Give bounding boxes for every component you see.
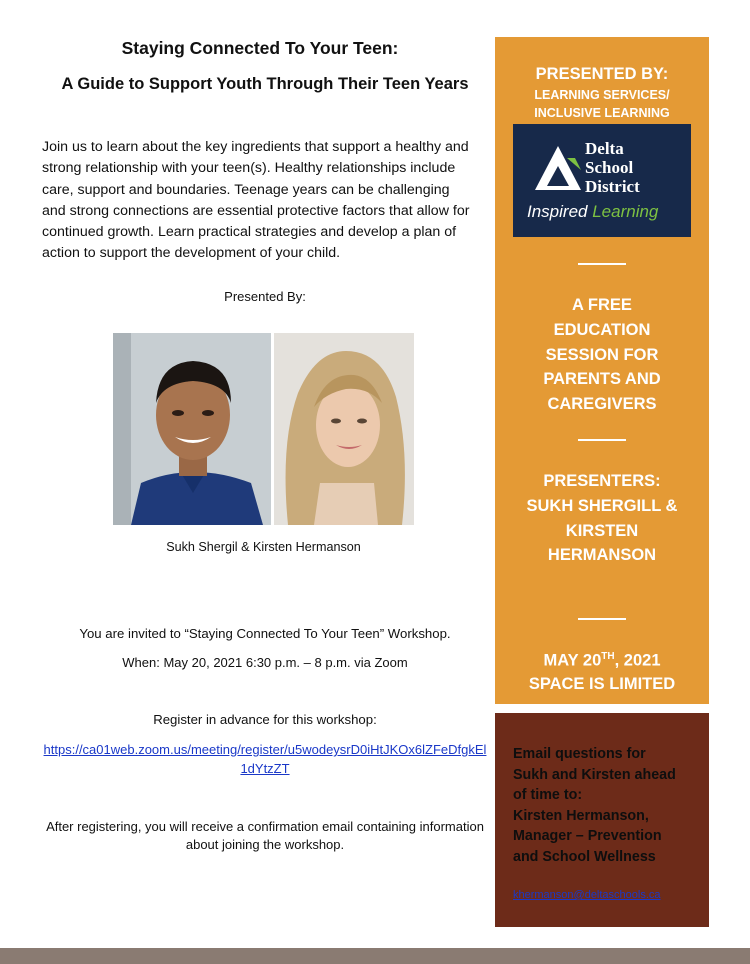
contact-line: Manager – Prevention [513,828,662,845]
contact-line: Kirsten Hermanson, [513,807,649,824]
logo-word-district: District [585,177,640,196]
register-heading: Register in advance for this workshop: [153,712,377,727]
intro-paragraph: Join us to learn about the key ingredients that support a healthy and strong relationship with your teen(s). Healthy relationships include care, support and boundaries. Teenage years can be challenging and strong connections are essential protective factors that allow for continued growth. Learn practical strategies and develop a plan of action to support the development of your child. [42,139,470,262]
contact-line: of time to: [513,787,583,804]
free-line: EDUCATION [553,320,651,339]
bottom-band [0,948,750,964]
photos-caption: Sukh Shergil & Kirsten Hermanson [166,540,361,554]
after-registering-text: After registering, you will receive a confirmation email containing information about joining the workshop. [46,819,484,852]
free-line: PARENTS AND [543,370,661,389]
contact-email-link[interactable]: khermanson@deltaschools.ca [513,889,661,901]
sidebar-dept-line1: LEARNING SERVICES/ [534,88,670,102]
divider-rule [578,439,626,441]
presenter-photos [113,333,414,525]
presenters-line: HERMANSON [547,546,657,565]
free-line: CAREGIVERS [547,395,657,414]
free-line: SESSION FOR [545,345,659,364]
presenters-text [495,469,709,568]
sidebar-dept-line2: INCLUSIVE LEARNING [534,106,670,120]
man-portrait-illustration [113,333,271,525]
event-date [495,651,709,671]
date-year: , 2021 [614,651,661,670]
divider-rule [578,618,626,620]
register-link[interactable]: https://ca01web.zoom.us/meeting/register/u5wodeysrD0iHtJKOx6lZFeDfgkEl1dYtzZT [43,742,487,776]
sidebar-presented-by: PRESENTED BY: [535,65,669,83]
date-sup: TH [601,651,615,662]
contact-text [513,744,705,868]
flyer-title: Staying Connected To Your Teen: [121,38,399,58]
delta-triangle-icon [533,144,583,192]
photo-sukh-shergil [113,333,271,525]
delta-school-district-logo [513,124,691,237]
logo-word-school: School [585,158,634,177]
contact-line: Sukh and Kirsten ahead [513,766,676,783]
free-line: A FREE [572,296,632,314]
presenters-line: PRESENTERS: [543,472,661,490]
invite-text: You are invited to “Staying Connected To Your Teen” Workshop. [79,626,451,641]
event-when: When: May 20, 2021 6:30 p.m. – 8 p.m. via Zoom [122,655,408,670]
logo-tagline-learning: Learning [592,202,659,221]
presented-by-label: Presented By: [224,289,306,304]
divider-rule [578,263,626,265]
woman-portrait-illustration [274,333,414,525]
presenters-line: KIRSTEN [565,521,639,540]
logo-word-delta: Delta [585,139,624,158]
space-limited: SPACE IS LIMITED [528,675,676,693]
flyer-subtitle: A Guide to Support Youth Through Their Teen Years [61,75,469,93]
contact-line: and School Wellness [513,848,656,865]
logo-tagline [527,202,658,222]
contact-line: Email questions for [513,746,646,762]
photo-kirsten-hermanson [274,333,414,525]
free-session-text [495,293,709,417]
date-main: MAY 20 [543,651,602,670]
orange-sidebar [495,37,709,704]
presenters-line: SUKH SHERGILL & [526,496,678,515]
contact-box [495,713,709,927]
logo-tagline-inspired: Inspired [527,202,588,221]
